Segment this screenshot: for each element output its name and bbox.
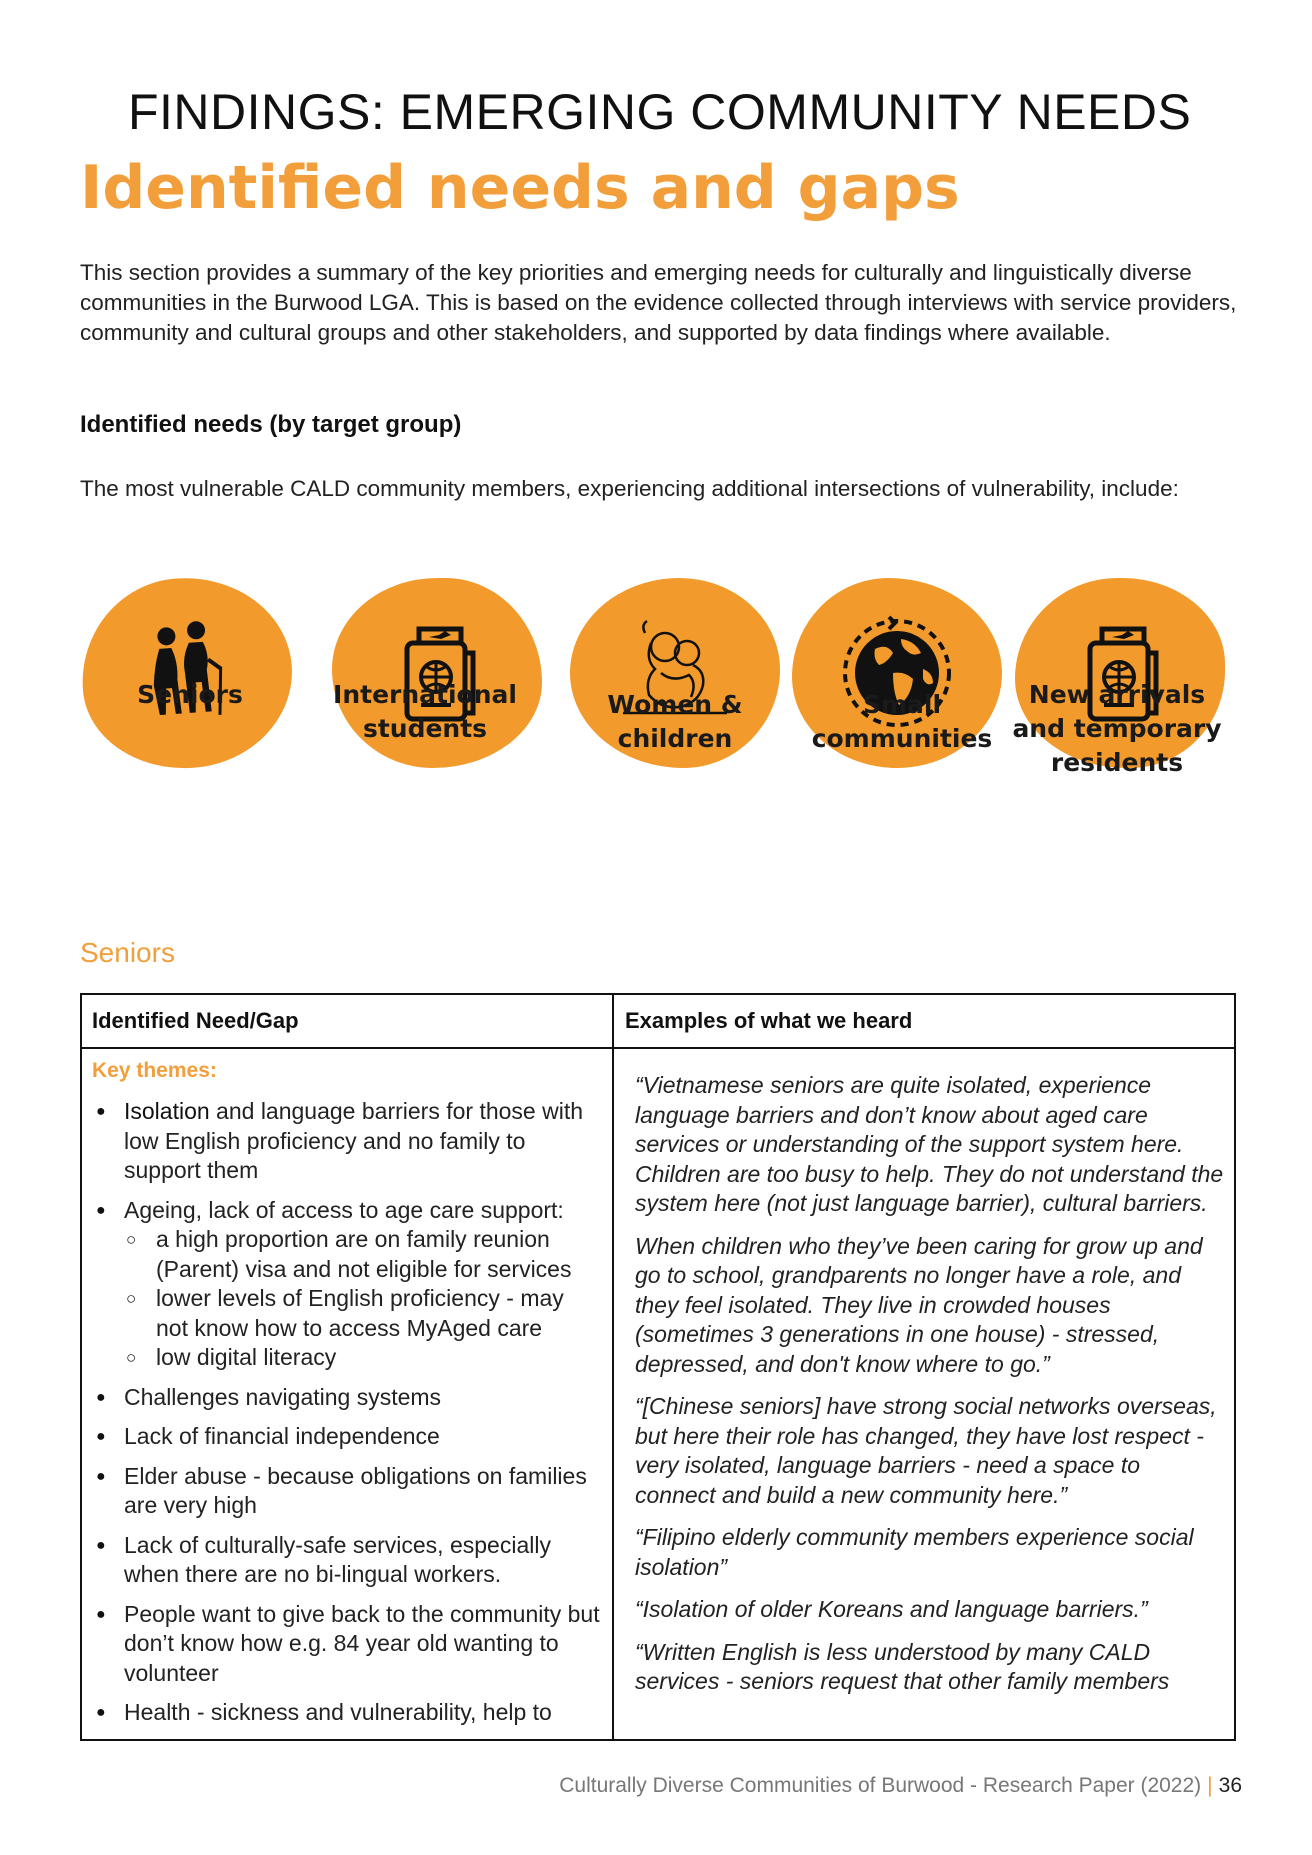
list-item: ● People want to give back to the community but don’t know how e.g. 84 year old wanting to volunteer	[92, 1600, 602, 1689]
quote: “[Chinese seniors] have strong social networks overseas, but here their role has changed, they have lost respect - very isolated, language barriers - need a space to connect and build a new community here.”	[635, 1393, 1217, 1508]
group-label-women-children: Women & children	[607, 690, 743, 753]
seniors-blob	[76, 571, 299, 775]
column-header-need: Identified Need/Gap	[92, 1008, 299, 1033]
quote: “Written English is less understood by many CALD services - seniors request that other family members	[635, 1638, 1170, 1694]
target-groups	[0, 560, 1312, 960]
group-label-new-arrivals: New arrivals and temporary residents	[1012, 680, 1222, 777]
quote: “Isolation of older Koreans and language barriers.”	[635, 1596, 1148, 1622]
list-item	[92, 1196, 602, 1373]
group-label-seniors: Seniors	[137, 680, 243, 709]
column-header-examples: Examples of what we heard	[625, 1008, 913, 1033]
needs-table	[80, 993, 1236, 1741]
list-item: ● Lack of financial independence	[92, 1422, 602, 1452]
page-title: Identified needs and gaps	[80, 153, 960, 223]
sub-list-item: ○ a high proportion are on family reunion (Parent) visa and not eligible for services	[124, 1225, 602, 1284]
quote: When children who they’ve been caring for grow up and go to school, grandparents no longer have a role, and they feel isolated. They live in crowded houses (sometimes 3 generations in one house) - stressed, depressed, and don't know where to go.”	[635, 1232, 1203, 1377]
column-divider	[612, 995, 614, 1739]
list-item: ● Health - sickness and vulnerability, help to	[92, 1698, 602, 1728]
footer-separator: |	[1207, 1774, 1213, 1797]
needs-list	[92, 1097, 602, 1728]
intro-paragraph: This section provides a summary of the key priorities and emerging needs for culturally and linguistically diverse communities in the Burwood LGA. This is based on the evidence collected through interviews with service providers, community and cultural groups and other stakeholders, and supported by data findings where available.	[80, 260, 1237, 345]
sub-list-item: ○ low digital literacy	[124, 1343, 602, 1373]
needs-column	[92, 1057, 602, 1738]
page-number: 36	[1218, 1774, 1242, 1797]
sub-list	[124, 1225, 602, 1373]
vulnerable-groups-intro: The most vulnerable CALD community members, experiencing additional intersections of vulnerability, include:	[80, 476, 1179, 501]
header-rule	[82, 1047, 1234, 1049]
footer-text: Culturally Diverse Communities of Burwood - Research Paper (2022)	[559, 1774, 1202, 1797]
list-item	[92, 1097, 602, 1186]
quote: “Filipino elderly community members experience social isolation”	[635, 1524, 1194, 1580]
list-item: ● Challenges navigating systems	[92, 1383, 602, 1413]
quotes-column	[635, 1071, 1225, 1735]
sub-list-item: ○ lower levels of English proficiency - may not know how to access MyAged care	[124, 1284, 602, 1343]
list-item-text: and language barriers for those with low English proficiency and no family to support them	[124, 1098, 584, 1183]
section-heading-seniors: Seniors	[80, 937, 175, 968]
quote: “Vietnamese seniors are quite isolated, experience language barriers and don’t know about aged care services or understanding of the support system here. Children are too busy to help. They do not understand the system here (not just language barrier), cultural barriers.	[635, 1072, 1224, 1216]
list-item: ● Lack of culturally-safe services, especially when there are no bi-lingual workers.	[92, 1531, 602, 1590]
sub-heading: Identified needs (by target group)	[80, 411, 462, 438]
page-footer	[559, 1772, 1242, 1800]
seniors-icon	[123, 609, 251, 737]
list-item-emphasis: Isolation	[124, 1098, 210, 1124]
group-label-small-communities: Small communities	[811, 690, 993, 753]
key-themes-label: Key themes:	[92, 1059, 217, 1082]
list-item: ● Elder abuse - because obligations on families are very high	[92, 1462, 602, 1521]
list-item-text: Ageing, lack of access to age care support:	[124, 1196, 564, 1223]
section-header: FINDINGS: EMERGING COMMUNITY NEEDS	[128, 84, 1192, 140]
group-label-international-students: International students	[333, 680, 517, 743]
